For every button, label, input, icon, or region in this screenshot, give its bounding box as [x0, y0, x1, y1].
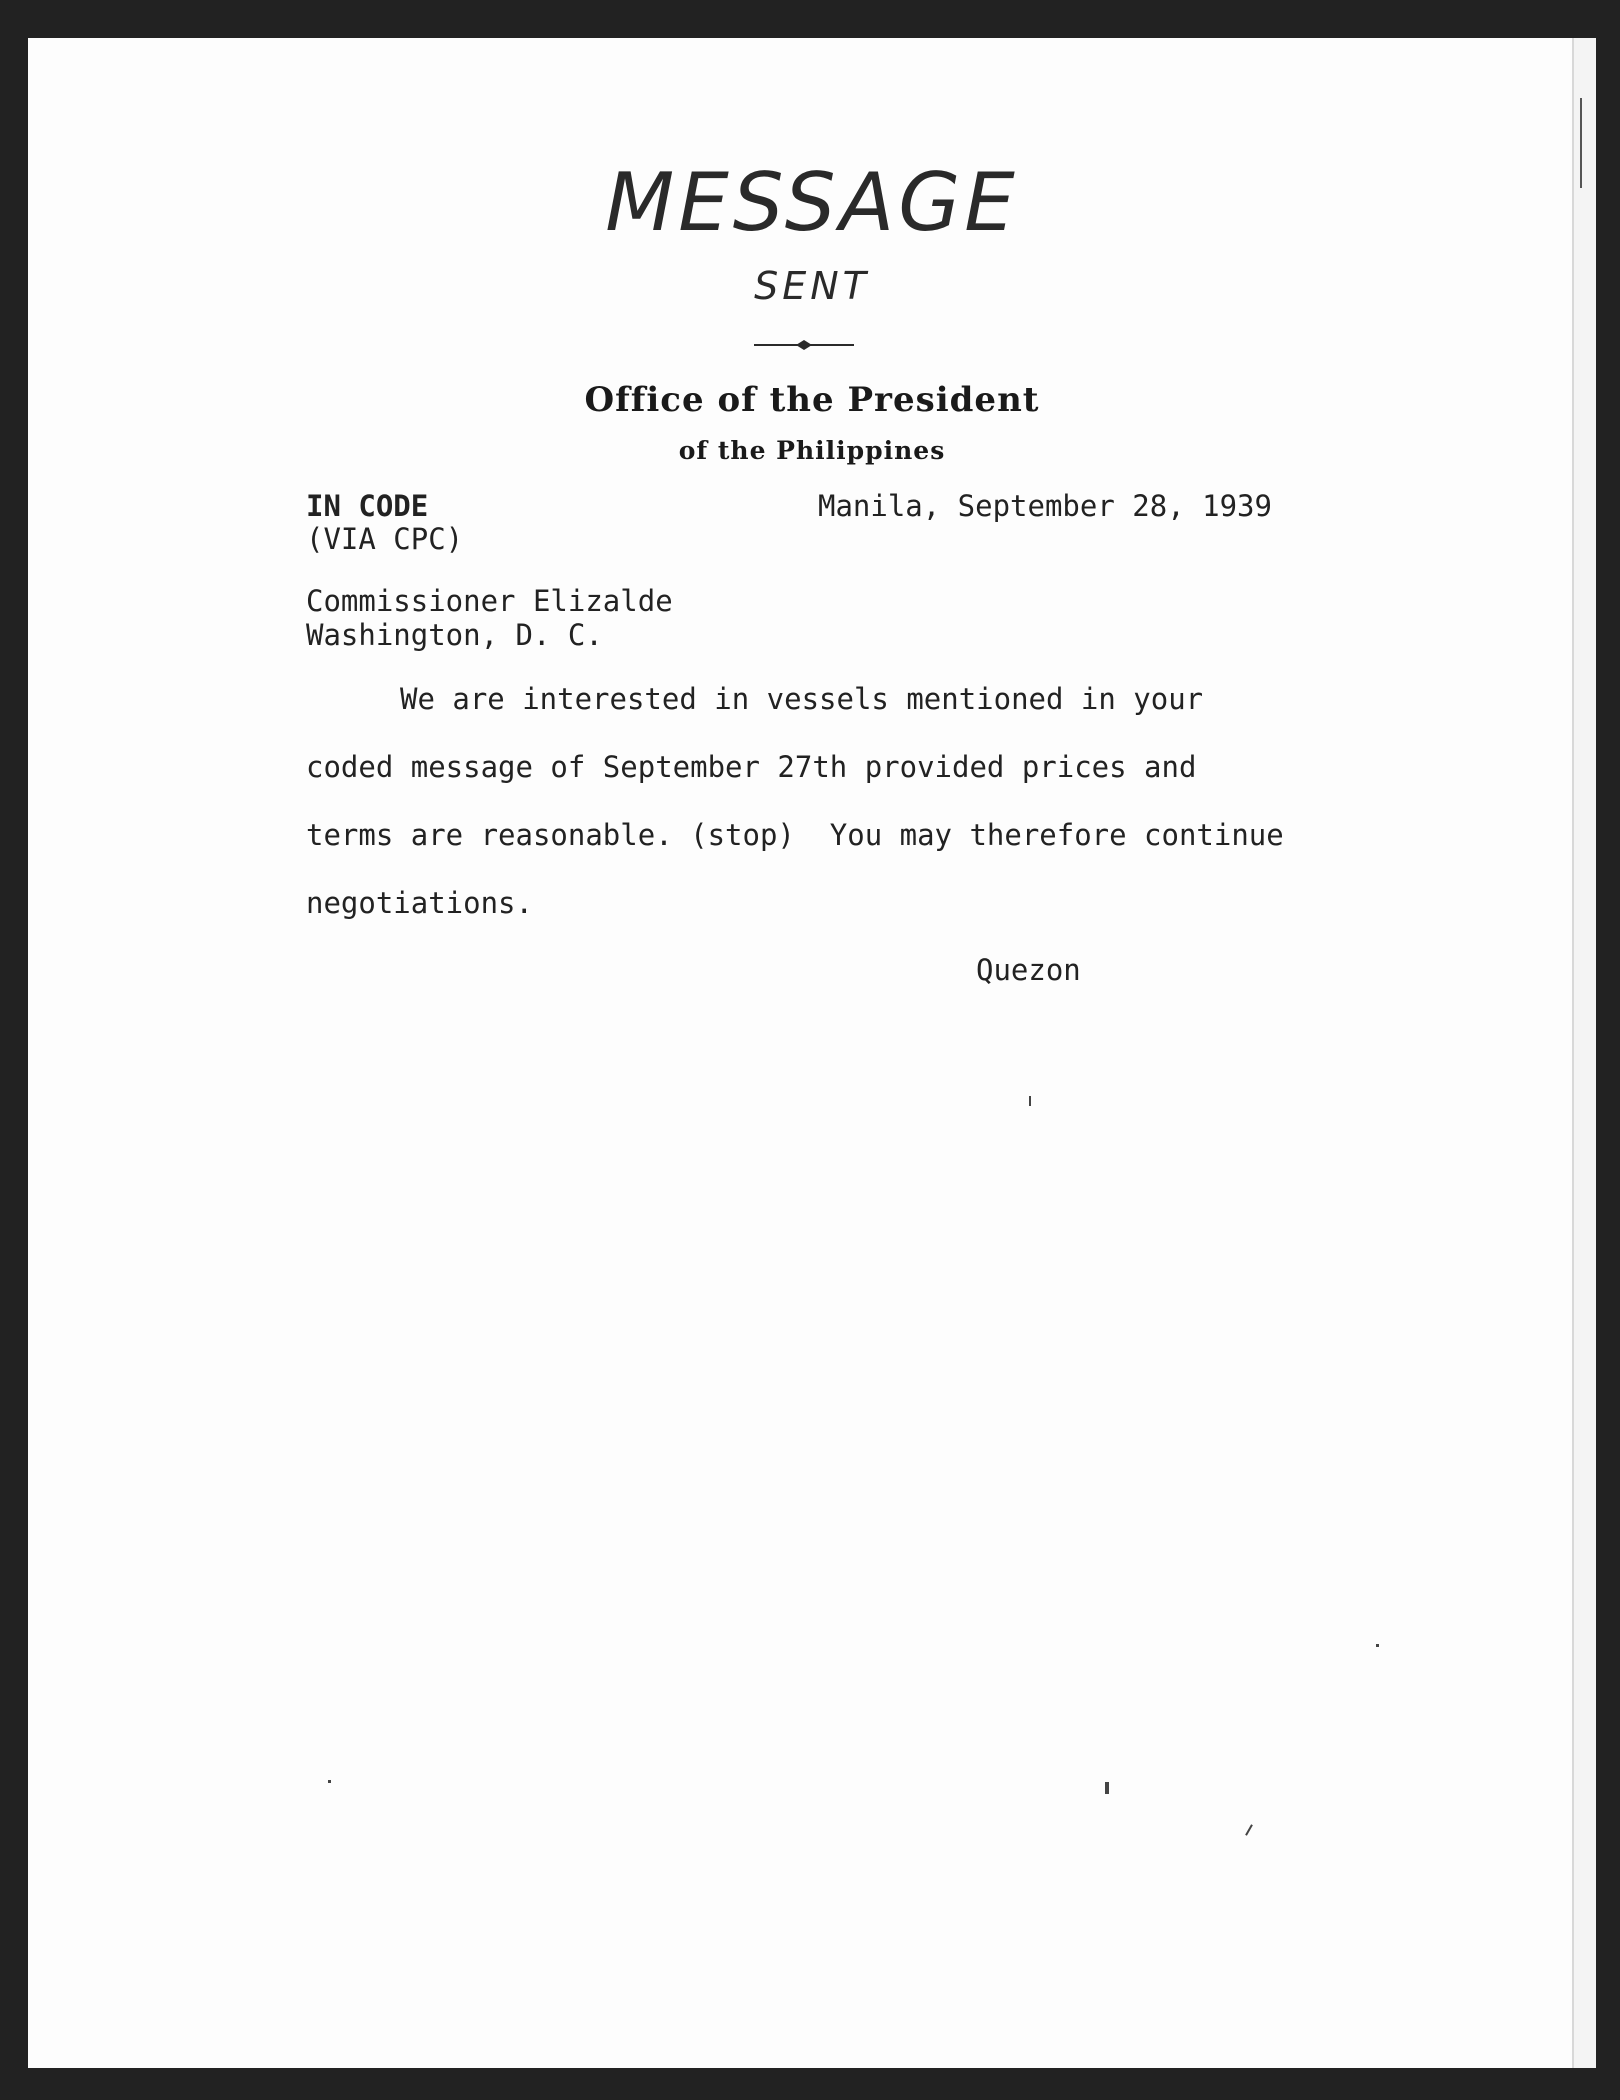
divider-ornament [754, 338, 854, 352]
addressee-name: Commissioner Elizalde [306, 584, 673, 618]
scan-speck [1105, 1782, 1109, 1794]
page-edge [1572, 38, 1596, 2068]
transmission-code: IN CODE [306, 489, 429, 523]
letterhead-title: MESSAGE [605, 156, 1019, 249]
document-page [28, 38, 1596, 2068]
addressee-location: Washington, D. C. [306, 618, 603, 652]
transmission-route: (VIA CPC) [306, 522, 464, 556]
scan-speck [1376, 1644, 1379, 1647]
body-line-2: coded message of September 27th provided prices and [306, 750, 1197, 784]
scan-speck [1029, 1096, 1031, 1106]
letterhead-subtitle: SENT [754, 264, 870, 308]
scan-speck [328, 1780, 331, 1783]
signature: Quezon [976, 953, 1081, 987]
place-date: Manila, September 28, 1939 [818, 489, 1272, 523]
body-line-1: We are interested in vessels mentioned in your [400, 682, 1204, 716]
body-line-3: terms are reasonable. (stop) You may therefore continue [306, 818, 1284, 852]
scan-speck [1245, 1824, 1253, 1835]
body-line-4: negotiations. [306, 886, 533, 920]
office-line-1: Office of the President [584, 380, 1040, 420]
office-line-2: of the Philippines [678, 436, 946, 465]
